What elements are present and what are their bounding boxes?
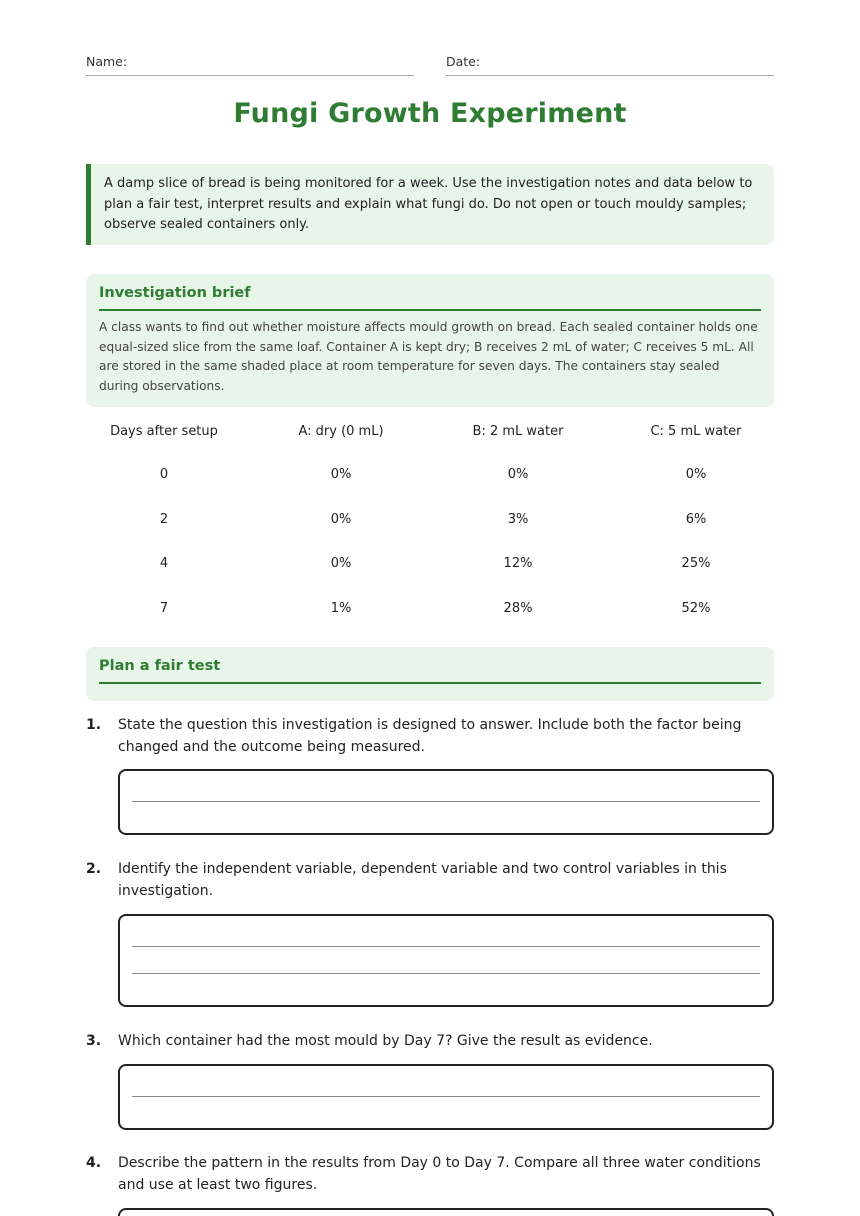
table-cell: 3% xyxy=(507,511,529,527)
answer-line xyxy=(132,1096,760,1097)
table-cell: 0% xyxy=(330,556,352,571)
table-cell: 0 xyxy=(159,467,169,482)
date-field[interactable] xyxy=(446,54,774,76)
question-4 xyxy=(86,1153,774,1216)
table-row xyxy=(86,501,774,546)
table-cell: 0% xyxy=(507,467,529,482)
table-header-cell: A: dry (0 mL) xyxy=(298,424,384,439)
question-text: Describe the pattern in the results from Day 0 to Day 7. Compare all three water conditions and use at least two figures. xyxy=(118,1155,761,1193)
results-table xyxy=(86,412,774,634)
name-field[interactable] xyxy=(86,54,414,76)
answer-box[interactable] xyxy=(118,914,774,1007)
page-title: Fungi Growth Experiment xyxy=(233,98,627,129)
question-text: Which container had the most mould by Day 7? Give the result as evidence. xyxy=(118,1033,653,1049)
question-number: 4. xyxy=(86,1155,102,1171)
question-text: State the question this investigation is designed to answer. Include both the factor being changed and the outcome being measured. xyxy=(118,717,742,755)
answer-line xyxy=(132,973,760,974)
investigation-brief xyxy=(86,274,774,407)
question-2 xyxy=(86,859,774,1007)
intro-callout: A damp slice of bread is being monitored for a week. Use the investigation notes and data below to plan a fair test, interpret results and explain what fungi do. Do not open or touch mouldy samples; observe sealed containers only. xyxy=(86,164,774,245)
answer-line xyxy=(132,801,760,802)
answer-line xyxy=(132,946,760,947)
table-cell: 4 xyxy=(159,556,169,571)
table-cell: 0% xyxy=(330,511,352,527)
question-text: Identify the independent variable, dependent variable and two control variables in this investigation. xyxy=(118,861,727,899)
plan-section xyxy=(86,647,774,701)
table-header-cell: C: 5 mL water xyxy=(650,424,742,439)
answer-box[interactable] xyxy=(118,769,774,835)
table-cell: 0% xyxy=(330,467,352,482)
date-label: Date: xyxy=(446,54,481,69)
brief-heading: Investigation brief xyxy=(99,285,761,311)
table-row xyxy=(86,545,774,590)
answer-box[interactable] xyxy=(118,1208,774,1216)
question-number: 3. xyxy=(86,1033,102,1049)
question-1 xyxy=(86,715,774,835)
answer-box[interactable] xyxy=(118,1064,774,1130)
table-cell: 1% xyxy=(330,600,352,616)
plan-heading: Plan a fair test xyxy=(99,658,761,684)
table-cell: 2 xyxy=(159,511,169,527)
table-cell: 6% xyxy=(685,511,707,527)
table-row xyxy=(86,590,774,635)
question-number: 2. xyxy=(86,861,102,877)
table-cell: 28% xyxy=(503,600,533,616)
table-header-cell: B: 2 mL water xyxy=(472,424,564,439)
question-3 xyxy=(86,1031,774,1130)
table-header-cell: Days after setup xyxy=(110,424,218,439)
table-cell: 12% xyxy=(503,556,533,571)
brief-text: A class wants to find out whether moisture affects mould growth on bread. Each sealed container holds one equal-sized slice from the same loaf. Container A is kept dry; B receives 2 mL of water; C receives 5 mL. All are stored in the same shaded place at room temperature for seven days. The containers stay sealed during observations. xyxy=(99,320,758,393)
question-number: 1. xyxy=(86,717,102,733)
table-row xyxy=(86,456,774,501)
table-cell: 7 xyxy=(159,600,169,616)
name-label: Name: xyxy=(86,54,128,69)
table-header-row xyxy=(86,412,774,452)
table-cell: 25% xyxy=(681,556,711,571)
name-date-row xyxy=(86,54,774,76)
table-cell: 0% xyxy=(685,467,707,482)
table-cell: 52% xyxy=(681,600,711,616)
